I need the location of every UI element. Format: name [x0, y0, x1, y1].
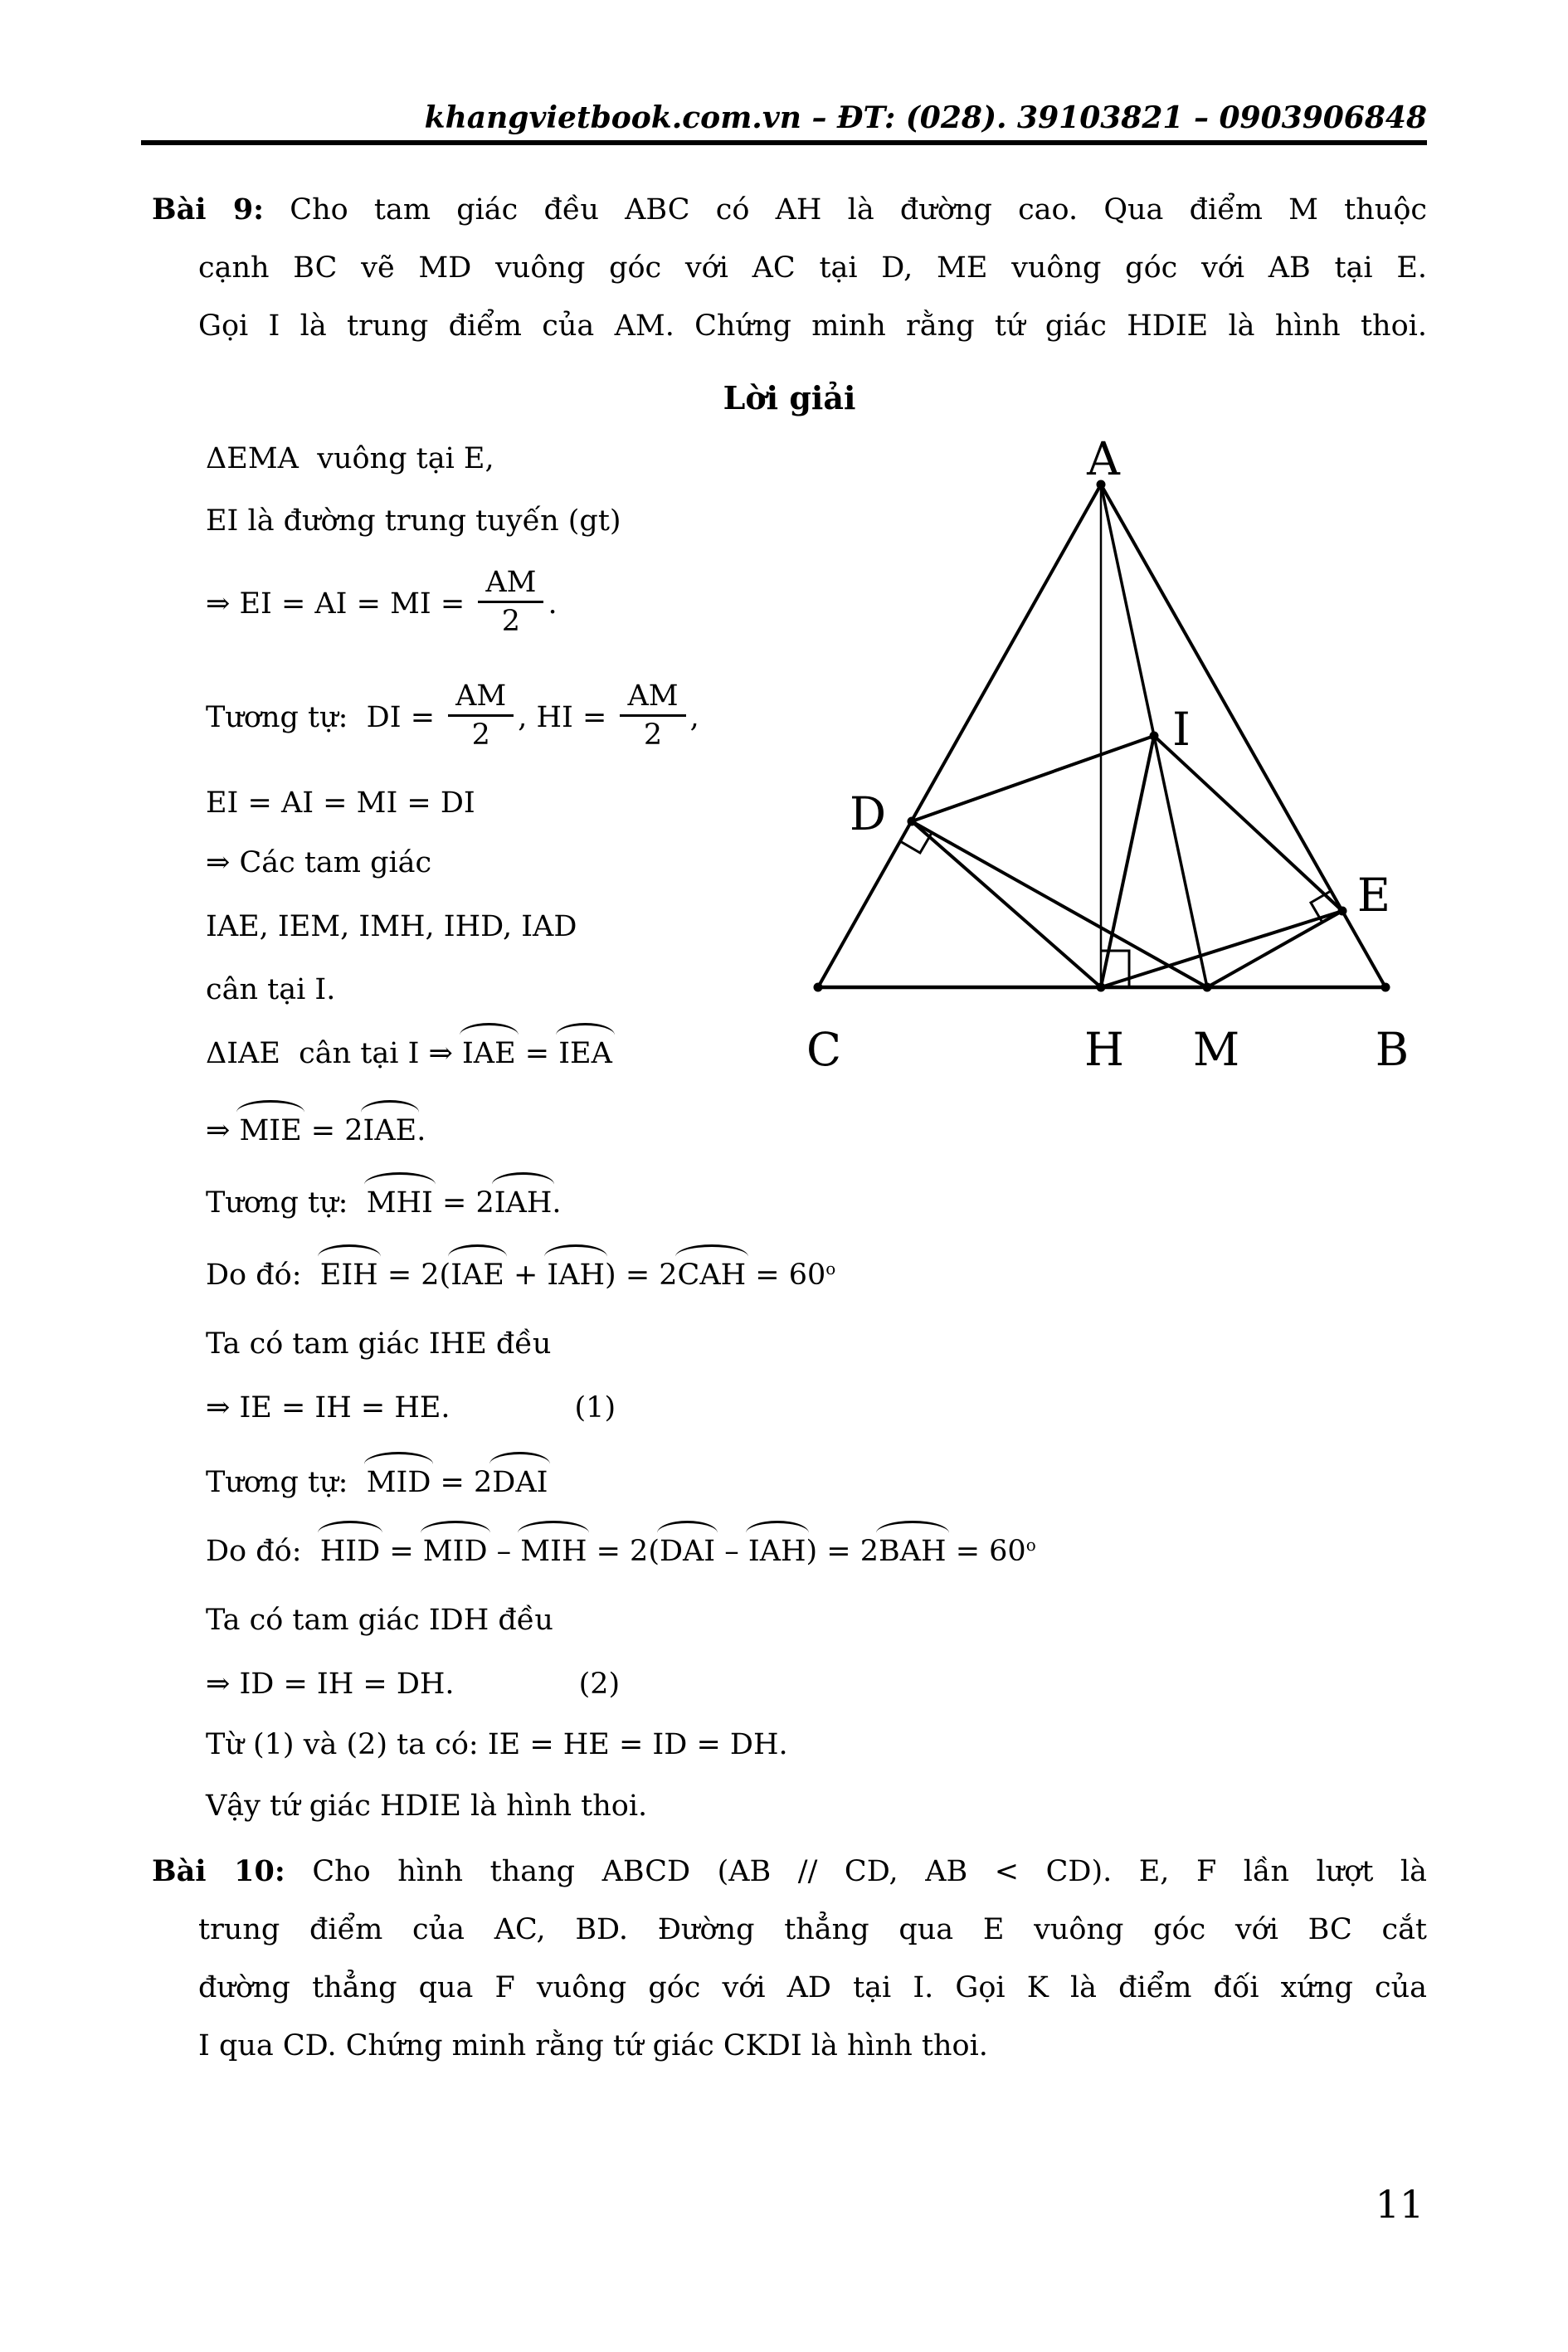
solution-line	[206, 969, 335, 1010]
vertex-dot	[1381, 983, 1390, 992]
math-text: = 60	[746, 1259, 826, 1292]
math-text: (1)	[574, 1391, 616, 1424]
paragraph-line: Bài 9: Cho tam giác đều ABC có AH là đường cao. Qua điểm M thuộc	[152, 192, 1428, 226]
solution-line	[206, 906, 577, 947]
segment-DH	[912, 821, 1101, 987]
math-text: IAE, IEM, IMH, IHD, IAD	[206, 910, 577, 943]
side-CA	[818, 485, 1101, 987]
math-text: ⇒	[206, 1114, 240, 1147]
vertex-label-D: D	[849, 787, 887, 840]
paragraph-line: trung điểm của AC, BD. Đường thẳng qua E vuông góc với BC cắt	[198, 1913, 1427, 1946]
spacer	[455, 1692, 579, 1693]
math-text: Tương tự: DI =	[206, 701, 445, 734]
math-text: Ta có tam giác IHE đều	[206, 1327, 552, 1361]
math-text: = 2	[301, 1114, 363, 1147]
math-text: Vậy tứ giác HDIE là hình thoi.	[206, 1790, 648, 1823]
angle-arc-notation: MHI	[367, 1182, 433, 1224]
solution-line	[206, 558, 558, 650]
angle-arc-notation: IAH	[494, 1182, 553, 1224]
math-text: = 2	[431, 1466, 493, 1499]
fraction: $\frac{AM}{2}$	[448, 680, 514, 752]
solution-line	[206, 500, 621, 542]
vertex-dot	[814, 983, 823, 992]
solution-line	[206, 1462, 548, 1503]
paragraph-line: Gọi I là trung điểm của AM. Chứng minh rằng tứ giác HDIE là hình thoi.	[198, 309, 1427, 343]
angle-arc-notation: MID	[423, 1531, 488, 1572]
math-text: ⇒ Các tam giác	[206, 846, 432, 879]
header-rule	[141, 140, 1427, 145]
math-text: Tương tự:	[206, 1466, 367, 1499]
math-text: +	[504, 1259, 548, 1292]
angle-arc-notation: IEA	[558, 1033, 612, 1074]
solution-line	[206, 1254, 835, 1296]
math-text: ΔEMA vuông tại E,	[206, 442, 494, 475]
angle-arc-notation: IAE	[462, 1033, 516, 1074]
angle-arc-notation: IAH	[748, 1531, 806, 1572]
solution-line	[206, 1531, 1036, 1572]
vertex-dot	[1150, 732, 1159, 741]
angle-arc-notation: EIH	[320, 1254, 378, 1296]
math-text: Từ (1) và (2) ta có: IE = HE = ID = DH.	[206, 1728, 788, 1761]
vertex-label-M: M	[1192, 1023, 1240, 1076]
math-text: ,	[689, 701, 699, 734]
math-text: = 2(	[587, 1535, 660, 1568]
math-text: Do đó:	[206, 1535, 320, 1568]
fraction: $\frac{AM}{2}$	[620, 680, 685, 752]
solution-line	[206, 842, 431, 884]
math-text: = 2	[432, 1186, 494, 1220]
solution-line	[206, 1785, 647, 1827]
math-text: ⇒ IE = IH = HE.	[206, 1391, 450, 1424]
solution-line	[206, 782, 475, 824]
vertex-label-E: E	[1356, 869, 1391, 922]
geometry-figure	[788, 423, 1452, 1087]
math-text: Do đó:	[206, 1259, 320, 1292]
solution-line	[206, 672, 699, 763]
spacer	[450, 1416, 575, 1417]
math-text: –	[715, 1535, 748, 1568]
solution-line	[206, 1663, 620, 1705]
solution-line	[206, 1033, 612, 1074]
math-text: ⇒ EI = AI = MI =	[206, 587, 475, 621]
segment-IE	[1154, 736, 1342, 911]
degree-superscript: o	[825, 1259, 836, 1278]
math-text: ⇒ ID = IH = DH.	[206, 1668, 455, 1701]
angle-arc-notation: MIE	[239, 1110, 301, 1152]
solution-line	[206, 1323, 551, 1365]
solution-line	[206, 1387, 616, 1429]
angle-arc-notation: CAH	[678, 1254, 747, 1296]
paragraph-line: Bài 10: Cho hình thang ABCD (AB // CD, AB < CD). E, F lần lượt là	[152, 1854, 1427, 1888]
angle-arc-notation: BAH	[879, 1531, 947, 1572]
math-text: EI là đường trung tuyến (gt)	[206, 504, 621, 538]
angle-arc-notation: IAE	[363, 1110, 417, 1152]
math-text: ) = 2	[605, 1259, 678, 1292]
math-text: , HI =	[518, 701, 616, 734]
problem-label: Bài 9:	[152, 192, 265, 226]
paragraph-line: cạnh BC vẽ MD vuông góc với AC tại D, ME vuông góc với AB tại E.	[198, 251, 1427, 285]
vertex-label-C: C	[806, 1023, 842, 1076]
fraction: $\frac{AM}{2}$	[478, 567, 543, 638]
page-number: 11	[1375, 2182, 1424, 2227]
problem-10-paragraph	[152, 1843, 1427, 2075]
page-header: khangvietbook.com.vn – ĐT: (028). 39103821 – 0903906848	[424, 100, 1427, 135]
degree-superscript: o	[1025, 1535, 1036, 1555]
angle-arc-notation: DAI	[492, 1462, 548, 1503]
math-text: =	[515, 1037, 559, 1070]
angle-arc-notation: DAI	[660, 1531, 715, 1572]
math-text: ) = 2	[806, 1535, 879, 1568]
vertex-label-I: I	[1172, 703, 1191, 756]
angle-arc-notation: HID	[320, 1531, 380, 1572]
paragraph-line: đường thẳng qua F vuông góc với AD tại I. Gọi K là điểm đối xứng của	[198, 1971, 1427, 2004]
problem-9-paragraph	[152, 181, 1427, 355]
paragraph-line: I qua CD. Chứng minh rằng tứ giác CKDI là hình thoi.	[198, 2029, 988, 2062]
angle-arc-notation: MIH	[520, 1531, 587, 1572]
angle-arc-notation: IAE	[450, 1254, 504, 1296]
math-text: = 60	[946, 1535, 1026, 1568]
angle-arc-notation: MID	[367, 1462, 431, 1503]
vertex-dot	[1338, 907, 1347, 916]
vertex-dot	[1097, 983, 1106, 992]
segment-DI	[912, 736, 1154, 821]
math-text: –	[487, 1535, 521, 1568]
math-text: EI = AI = MI = DI	[206, 786, 475, 820]
math-text: ΔIAE cân tại I ⇒	[206, 1037, 462, 1070]
vertex-dot	[1203, 983, 1212, 992]
vertex-label-H: H	[1084, 1023, 1124, 1076]
math-text: Ta có tam giác IDH đều	[206, 1604, 553, 1637]
solution-line	[206, 1600, 553, 1641]
segment-DM	[912, 821, 1207, 987]
math-text: = 2(	[377, 1259, 451, 1292]
math-text: Tương tự:	[206, 1186, 367, 1220]
solution-line	[206, 438, 494, 480]
math-text: .	[548, 587, 558, 621]
vertex-dot	[908, 817, 917, 826]
math-text: (2)	[578, 1668, 621, 1701]
solution-heading: Lời giải	[723, 379, 856, 416]
problem-label: Bài 10:	[152, 1854, 285, 1888]
math-text: .	[416, 1114, 426, 1147]
math-text: cân tại I.	[206, 973, 336, 1006]
vertex-label-B: B	[1375, 1023, 1410, 1076]
solution-line	[206, 1182, 562, 1224]
vertex-label-A: A	[1087, 432, 1120, 485]
angle-arc-notation: IAH	[547, 1254, 605, 1296]
solution-line	[206, 1110, 426, 1152]
math-text: =	[380, 1535, 423, 1568]
math-text: .	[552, 1186, 562, 1220]
solution-line	[206, 1724, 788, 1765]
